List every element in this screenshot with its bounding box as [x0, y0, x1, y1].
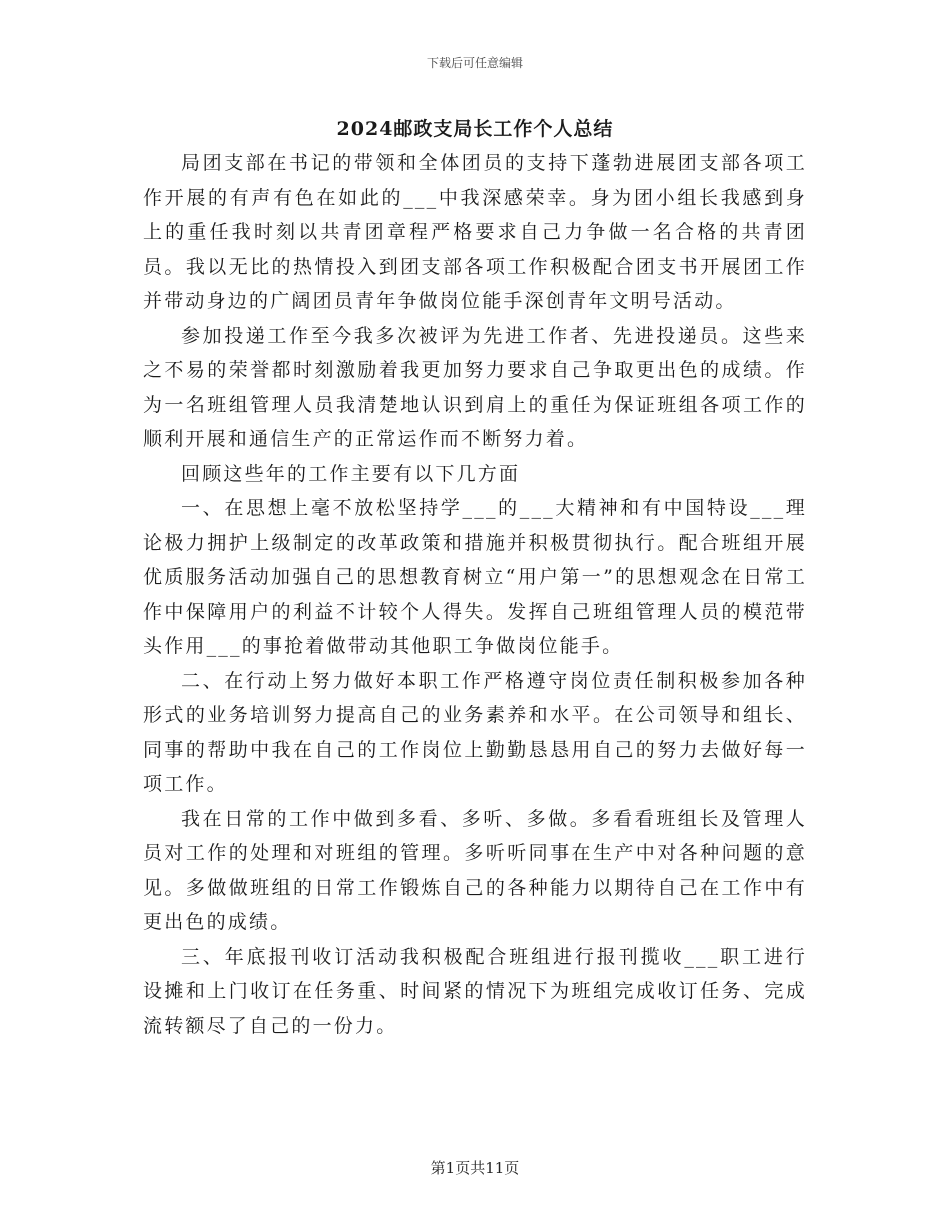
document-body	[143, 146, 807, 1043]
paragraph-5: 二、在行动上努力做好本职工作严格遵守岗位责任制积极参加各种形式的业务培训努力提高自己的业务素养和水平。在公司领导和组长、同事的帮助中我在自己的工作岗位上勤勤恳恳用自己的努力去做好每一项工作。	[143, 669, 807, 795]
paragraph-1: 局团支部在书记的带领和全体团员的支持下蓬勃进展团支部各项工作开展的有声有色在如此的___中我深感荣幸。身为团小组长我感到身上的重任我时刻以共青团章程严格要求自己力争做一名合格的共青团员。我以无比的热情投入到团支部各项工作积极配合团支书开展团工作并带动身边的广阔团员青年争做岗位能手深创青年文明号活动。	[143, 152, 807, 312]
page-footer: 第1页共11页	[430, 1159, 520, 1177]
paragraph-3: 回顾这些年的工作主要有以下几方面	[181, 462, 521, 485]
paragraph-7: 三、年底报刊收订活动我积极配合班组进行报刊揽收___职工进行设摊和上门收订在任务重、时间紧的情况下为班组完成收订任务、完成流转额尽了自己的一份力。	[143, 945, 807, 1037]
paragraph-4: 一、在思想上毫不放松坚持学___的___大精神和有中国特设___理论极力拥护上级制定的改革政策和措施并积极贯彻执行。配合班组开展优质服务活动加强自己的思想教育树立“用户第一”的思想观念在日常工作中保障用户的利益不计较个人得失。发挥自己班组管理人员的模范带头作用___的事抢着做带动其他职工争做岗位能手。	[143, 497, 807, 657]
document-title: 2024邮政支局长工作个人总结	[336, 118, 614, 140]
paragraph-6: 我在日常的工作中做到多看、多听、多做。多看看班组长及管理人员对工作的处理和对班组的管理。多听听同事在生产中对各种问题的意见。多做做班组的日常工作锻炼自己的各种能力以期待自己在工作中有更出色的成绩。	[143, 807, 807, 933]
paragraph-2: 参加投递工作至今我多次被评为先进工作者、先进投递员。这些来之不易的荣誉都时刻激励着我更加努力要求自己争取更出色的成绩。作为一名班组管理人员我清楚地认识到肩上的重任为保证班组各项工作的顺利开展和通信生产的正常运作而不断努力着。	[143, 324, 807, 450]
header-note: 下载后可任意编辑	[426, 56, 523, 70]
